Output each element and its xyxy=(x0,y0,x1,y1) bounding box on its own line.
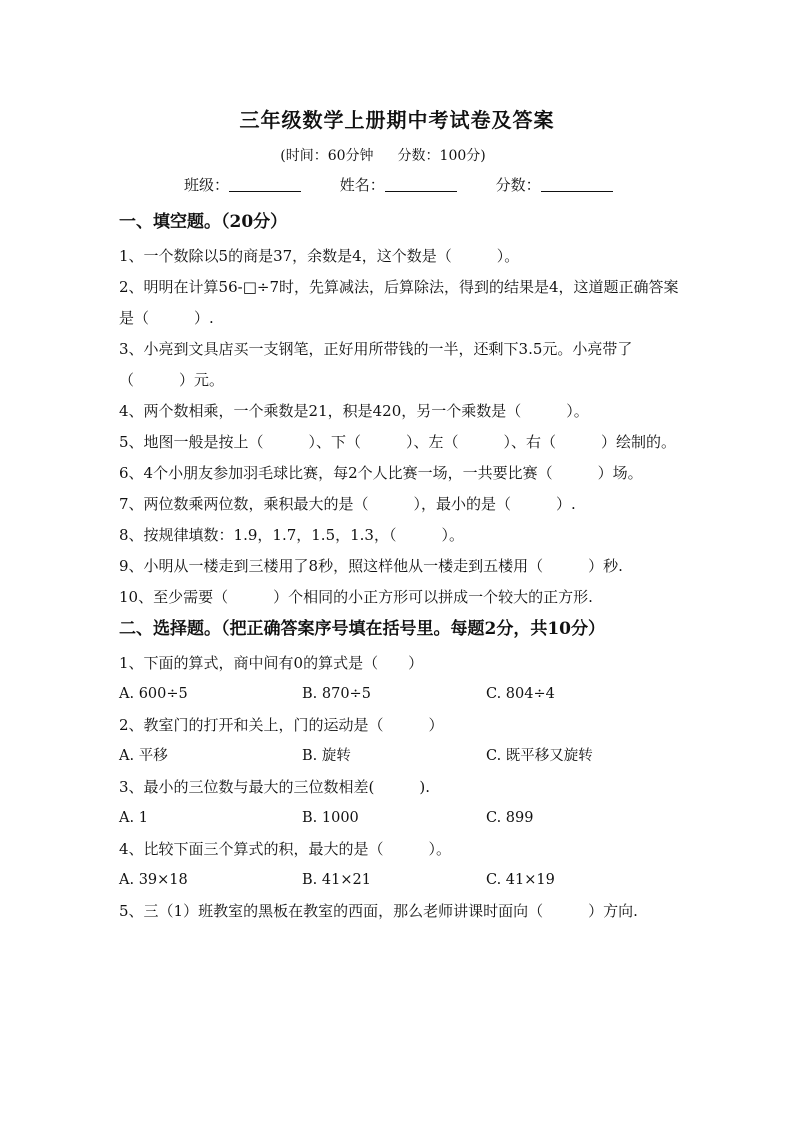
choice-question-1: 1、下面的算式，商中间有0的算式是（ ） xyxy=(119,654,424,672)
choice-options-3 xyxy=(119,803,679,834)
section-2-heading: 二、选择题。（把正确答案序号填在括号里。每题2分，共10分） xyxy=(119,619,605,639)
option-b: B. 41×21 xyxy=(302,872,371,888)
class-field xyxy=(184,174,301,195)
choice-options-1 xyxy=(119,679,679,710)
fill-question-3: 3、小亮到文具店买一支钢笔，正好用所带钱的一半，还剩下3.5元。小亮带了（ ）元。 xyxy=(119,340,633,389)
option-b: B. 870÷5 xyxy=(302,686,371,702)
option-a: A. 39×18 xyxy=(119,872,188,888)
option-a: A. 1 xyxy=(119,810,148,826)
option-b: B. 旋转 xyxy=(302,748,351,764)
option-c: C. 804÷4 xyxy=(486,686,555,702)
option-b: B. 1000 xyxy=(302,810,359,826)
fill-question-2: 2、明明在计算56-□÷7时，先算减法，后算除法，得到的结果是4，这道题正确答案是（ ）. xyxy=(119,278,679,327)
option-c: C. 41×19 xyxy=(486,872,555,888)
fill-question-9: 9、小明从一楼走到三楼用了8秒，照这样他从一楼走到五楼用（ ）秒. xyxy=(119,557,623,575)
choice-question-4: 4、比较下面三个算式的积，最大的是（ ）。 xyxy=(119,840,452,858)
choice-question-3: 3、最小的三位数与最大的三位数相差( ). xyxy=(119,778,431,796)
fill-question-5: 5、地图一般是按上（ ）、下（ ）、左（ ）、右（ ）绘制的。 xyxy=(119,433,677,451)
exam-title: 三年级数学上册期中考试卷及答案 xyxy=(239,108,555,132)
section-1-heading: 一、填空题。（20分） xyxy=(119,212,288,232)
class-blank[interactable] xyxy=(229,177,301,192)
name-field xyxy=(340,174,457,195)
choice-options-4 xyxy=(119,865,679,896)
class-label: 班级： xyxy=(184,176,230,194)
fill-question-10: 10、至少需要（ ）个相同的小正方形可以拼成一个较大的正方形. xyxy=(119,588,593,606)
name-label: 姓名： xyxy=(339,176,385,194)
choice-question-2: 2、教室门的打开和关上，门的运动是（ ） xyxy=(119,716,444,734)
option-a: A. 600÷5 xyxy=(119,686,188,702)
score-blank[interactable] xyxy=(541,177,613,192)
option-c: C. 899 xyxy=(486,810,534,826)
name-blank[interactable] xyxy=(385,177,457,192)
fill-question-6: 6、4个小朋友参加羽毛球比赛，每2个人比赛一场，一共要比赛（ ）场。 xyxy=(119,464,643,482)
exam-content xyxy=(119,207,679,927)
option-a: A. 平移 xyxy=(119,748,168,764)
choice-options-2 xyxy=(119,741,679,772)
score-field xyxy=(496,174,613,195)
exam-time: (时间：60分钟 xyxy=(280,148,374,164)
score-label: 分数： xyxy=(495,176,541,194)
option-c: C. 既平移又旋转 xyxy=(486,748,593,764)
student-info-row xyxy=(184,174,613,195)
fill-question-8: 8、按规律填数：1.9，1.7，1.5，1.3，（ ）。 xyxy=(119,526,464,544)
fill-question-4: 4、两个数相乘，一个乘数是21，积是420，另一个乘数是（ ）。 xyxy=(119,402,589,420)
fill-question-1: 1、一个数除以5的商是37，余数是4，这个数是（ ）。 xyxy=(119,247,520,265)
choice-question-5: 5、三（1）班教室的黑板在教室的西面，那么老师讲课时面向（ ）方向. xyxy=(119,902,638,920)
exam-subtitle xyxy=(0,145,766,165)
exam-total-score: 分数：100分) xyxy=(397,148,486,164)
fill-question-7: 7、两位数乘两位数，乘积最大的是（ ），最小的是（ ）. xyxy=(119,495,576,513)
